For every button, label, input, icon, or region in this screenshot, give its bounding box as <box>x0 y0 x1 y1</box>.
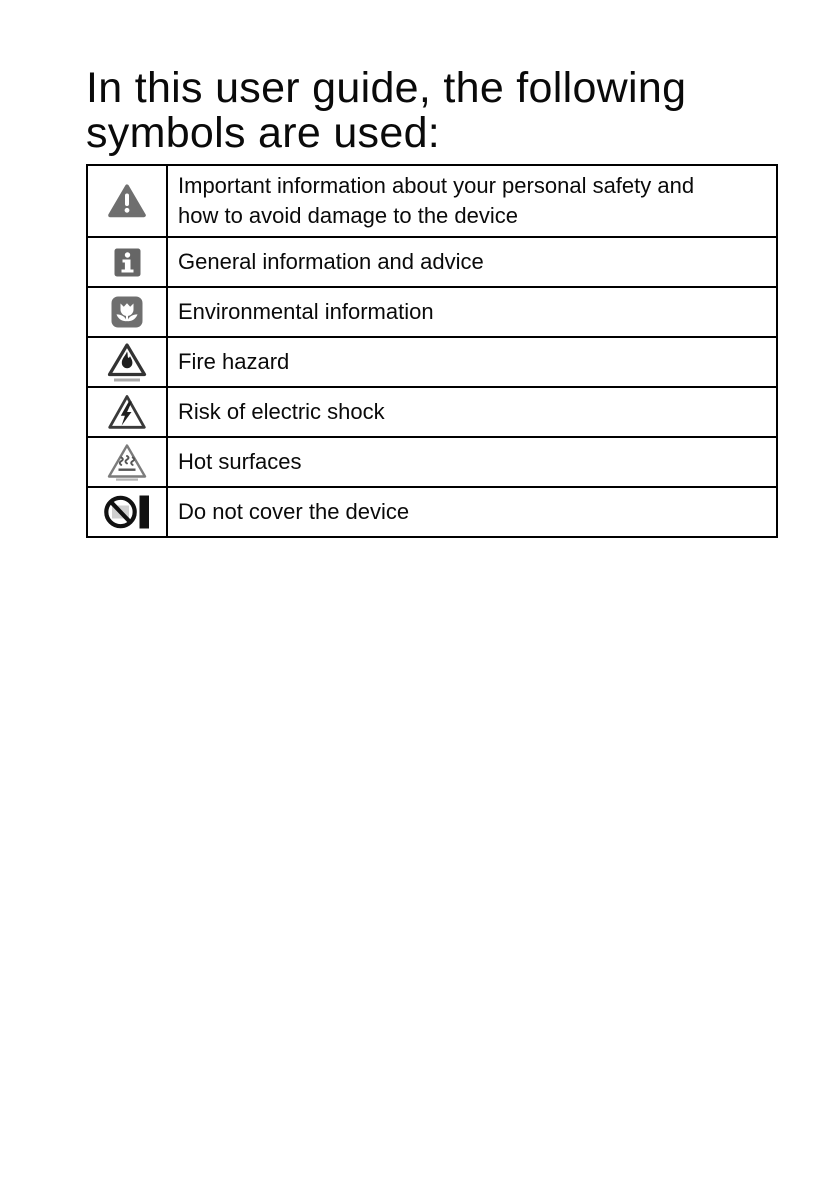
description-cell <box>167 165 777 237</box>
description-cell <box>167 337 777 387</box>
description-cell <box>167 437 777 487</box>
hot-surfaces-icon <box>106 442 148 482</box>
description-cell <box>167 387 777 437</box>
description-cell <box>167 287 777 337</box>
description-cell <box>167 487 777 537</box>
warning-triangle-icon <box>108 184 146 218</box>
symbol-description: Important information about your personal safety and how to avoid damage to the device <box>178 173 695 228</box>
info-icon <box>114 248 141 277</box>
electric-shock-icon <box>107 393 147 431</box>
fire-hazard-icon <box>106 341 148 383</box>
table-row <box>87 337 777 387</box>
symbol-description: Fire hazard <box>178 349 290 374</box>
do-not-cover-icon <box>102 493 152 531</box>
symbol-cell <box>87 237 167 287</box>
table-row <box>87 487 777 537</box>
symbol-description: Do not cover the device <box>178 499 410 524</box>
page-title-line-2: symbols are used: <box>86 109 441 157</box>
symbol-description: Hot surfaces <box>178 449 302 474</box>
page-title <box>86 66 686 156</box>
table-row <box>87 437 777 487</box>
symbol-cell <box>87 165 167 237</box>
symbol-cell <box>87 287 167 337</box>
symbol-description: Risk of electric shock <box>178 399 385 424</box>
symbol-description: General information and advice <box>178 249 484 274</box>
symbol-cell <box>87 437 167 487</box>
symbol-cell <box>87 387 167 437</box>
table-row <box>87 387 777 437</box>
page-title-line-1: In this user guide, the following <box>86 64 687 112</box>
symbol-description: Environmental information <box>178 299 434 324</box>
symbols-table <box>86 164 778 538</box>
table-row <box>87 237 777 287</box>
description-cell <box>167 237 777 287</box>
symbol-cell <box>87 487 167 537</box>
environmental-icon <box>111 296 143 328</box>
table-row <box>87 287 777 337</box>
table-row <box>87 165 777 237</box>
symbol-cell <box>87 337 167 387</box>
